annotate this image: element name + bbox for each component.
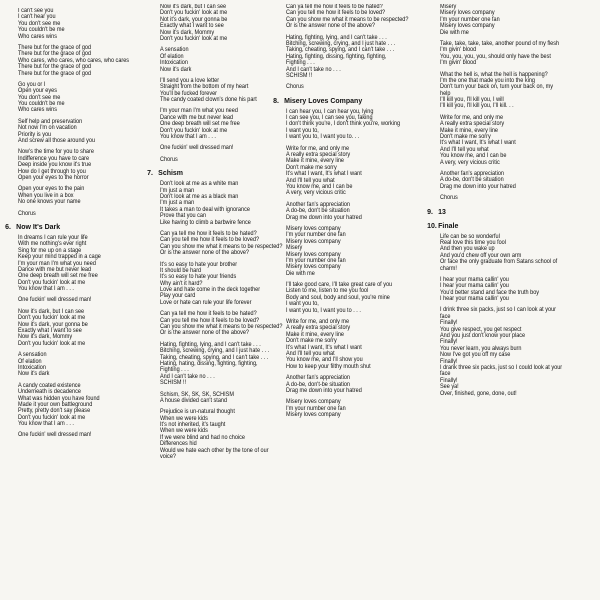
lyric-line: You don't see me bbox=[18, 94, 61, 101]
lyric-line: Don't you fuckin' look at me bbox=[18, 414, 86, 421]
lyric-line: You don't see me bbox=[18, 20, 61, 27]
lyric-line: Chorus bbox=[160, 156, 178, 163]
lyric-line: I hear your mama callin' you bbox=[440, 296, 509, 303]
lyric-line: No one knows your name bbox=[18, 199, 81, 206]
lyric-line: Write for me, and only me bbox=[286, 319, 350, 326]
lyric-line: Who cares wins bbox=[18, 33, 57, 40]
lyric-line: I'm just a man bbox=[160, 200, 195, 207]
lyric-line: Another fan's appreciation bbox=[440, 170, 504, 177]
lyric-line: Of elation bbox=[160, 53, 184, 60]
lyric-line: Real love this time you fool bbox=[440, 239, 506, 246]
song-number: 6. bbox=[5, 221, 11, 231]
lyric-line: Don't turn your back on, turn your back on, my bbox=[440, 84, 554, 91]
lyric-line: There but for the grace of god bbox=[18, 51, 92, 58]
lyric-line: Fighting . . . bbox=[160, 367, 189, 374]
lyric-line: It's so easy to hate your friends bbox=[160, 274, 237, 281]
lyric-line: Would we hate each other by the tone of our bbox=[160, 447, 269, 454]
lyric-line: I'm your man I'm what you need bbox=[160, 108, 238, 115]
lyric-line: Body and soul, body and soul, you're mine bbox=[286, 294, 390, 301]
lyric-line: What the hell is, what the hell is happening? bbox=[440, 71, 548, 78]
lyric-line: Chorus bbox=[440, 195, 458, 202]
lyric-line: One fuckin' well dressed man! bbox=[160, 145, 234, 152]
lyric-line: Misery loves company bbox=[286, 225, 341, 232]
lyric-line: Who cares, who cares, who cares, who cares bbox=[18, 57, 130, 64]
lyric-line: Can you show me what it means to be respected? bbox=[160, 324, 283, 331]
lyric-line: You know that I am . . . bbox=[18, 286, 74, 293]
song-heading bbox=[427, 220, 562, 230]
lyric-line: Intoxication bbox=[160, 60, 188, 67]
lyric-line: Can you show me what it means to be respected? bbox=[286, 16, 409, 23]
lyric-line: Go you or I bbox=[18, 81, 46, 88]
lyric-line: Made it your own battleground bbox=[18, 401, 93, 408]
lyric-line: I want you to, I want you to . . . bbox=[286, 307, 361, 314]
lyric-line: Play your card bbox=[160, 293, 196, 300]
lyric-line: Don't make me sorry bbox=[286, 164, 337, 171]
lyric-line: I'm the one that made you into the king bbox=[440, 77, 535, 84]
lyric-line: You know me, and I'll show you bbox=[286, 357, 363, 364]
lyric-line: I'm just a man bbox=[160, 187, 195, 194]
lyric-line: Finally! bbox=[440, 320, 458, 327]
lyric-line: How do I get through to you bbox=[18, 168, 86, 175]
lyric-line: Now's the time for you to share bbox=[18, 149, 94, 156]
lyric-line: SCHISM !! bbox=[160, 380, 187, 387]
lyric-line: Misery bbox=[440, 4, 457, 10]
lyric-line: help bbox=[440, 90, 451, 97]
lyric-line: Hating, fighting, lying, and I can't take . . . bbox=[286, 34, 387, 41]
lyric-line: And I'll tell you what bbox=[440, 146, 489, 153]
lyric-line: face bbox=[440, 371, 451, 378]
lyric-line: Misery bbox=[286, 245, 303, 252]
lyric-line: Chorus bbox=[18, 210, 36, 217]
lyric-line: voice? bbox=[160, 454, 176, 461]
lyric-line: Make it mine, every line bbox=[440, 127, 498, 134]
lyric-line: Don't make me sorry bbox=[440, 134, 491, 141]
lyric-line: You never learn, you always burn bbox=[440, 345, 522, 352]
lyric-line: And I'll tell you what bbox=[286, 177, 335, 184]
lyric-line: In dreams I can rule your life bbox=[18, 234, 88, 241]
lyric-line: Indifference you have to care bbox=[18, 155, 90, 162]
lyric-line: A really extra special story bbox=[440, 121, 505, 128]
lyric-line: I can't hear you bbox=[18, 14, 56, 21]
lyric-line: Life can be so wonderful bbox=[440, 233, 500, 240]
lyric-line: I want you to, bbox=[286, 301, 319, 308]
lyric-line: Of elation bbox=[18, 358, 42, 365]
lyric-line: Don't you fuckin' look at me bbox=[18, 315, 86, 322]
lyric-line: Self help and preservation bbox=[18, 118, 83, 125]
lyric-line: You, you, you, you, should only have the best bbox=[440, 53, 551, 60]
lyric-line: Another fan's appreciation bbox=[286, 375, 350, 382]
lyric-line: Drag me down into your hatred bbox=[440, 183, 516, 190]
lyric-line: When you live in a box bbox=[18, 192, 74, 199]
lyric-line: I'm your number one fan bbox=[286, 405, 346, 412]
lyric-line: Deep inside you know it's true bbox=[18, 162, 92, 169]
lyric-line: I can see you, I can see you, faking bbox=[286, 115, 373, 122]
lyric-line: When we were kids bbox=[160, 428, 208, 435]
lyric-line: A do-be, don't-be situation bbox=[286, 381, 350, 388]
lyric-line: One deep breath will set me free bbox=[160, 121, 240, 128]
lyric-line: I can hear you, I can hear you, lying bbox=[286, 108, 374, 115]
lyric-line: Or face the only graduate from Satans school of bbox=[440, 259, 558, 266]
lyric-line: A do-be, don't be situation bbox=[286, 208, 350, 215]
lyric-line: And screw all those around you bbox=[18, 138, 96, 145]
lyric-line: You couldn't be me bbox=[18, 101, 65, 108]
lyric-line: Exactly what I want to see bbox=[18, 328, 82, 335]
lyric-line: Hating, fighting, lying, and I can't take . . . bbox=[160, 341, 261, 348]
lyric-line: Schism, SK, SK, SK, SCHISM bbox=[160, 391, 234, 398]
song-number: 8. bbox=[273, 95, 279, 105]
song-heading bbox=[147, 168, 282, 178]
lyric-line: Hating, hating, dissing, fighting, fighting, bbox=[160, 360, 258, 367]
lyric-line: Don't you fuckin' look at me bbox=[18, 279, 86, 286]
lyric-line: You couldn't be me bbox=[18, 27, 65, 34]
lyric-line: Who cares wins bbox=[18, 107, 57, 114]
lyric-line: I'm givin' blood bbox=[440, 47, 477, 54]
lyric-line: A very, very vicious critic bbox=[286, 190, 346, 197]
lyric-line: Differences hid bbox=[160, 441, 197, 448]
song-number: 9. bbox=[427, 206, 433, 216]
lyric-line: Finally! bbox=[440, 377, 458, 384]
lyric-line: Can you tell me how it feels to be loved? bbox=[160, 237, 260, 244]
lyric-line: You know me, and I can be bbox=[440, 153, 507, 160]
lyric-line: I'll kill you, I'll kill you, I'll kill. . . bbox=[440, 103, 514, 110]
lyric-line: You know that I am . . . bbox=[18, 421, 74, 428]
lyric-line: There but for the grace of god bbox=[18, 64, 92, 71]
lyric-line: Fighting . . . bbox=[286, 60, 315, 67]
lyric-line: It's what I want, It's what I want bbox=[286, 171, 362, 178]
lyric-line: I drink three six packs, just so I can look at your bbox=[440, 307, 556, 314]
lyric-line: Finally! bbox=[440, 358, 458, 365]
lyric-line: Keep your mind trapped in a cage bbox=[18, 254, 101, 261]
lyric-line: One fuckin' well dressed man! bbox=[18, 297, 92, 304]
lyric-line: Make it mine, every line bbox=[286, 331, 344, 338]
lyric-line: Exactly what I want to see bbox=[160, 23, 224, 30]
lyric-line: And I can't take no . . . bbox=[286, 66, 341, 73]
lyric-line: Bitching, screwing, crying, and I just hate . . . bbox=[286, 40, 396, 47]
lyric-line: Sing for me up on a stage bbox=[18, 247, 82, 254]
lyric-line: A really extra special story bbox=[286, 152, 351, 159]
lyric-line: Not now I'm on vacation bbox=[18, 125, 77, 132]
lyric-line: Can ya tell me how it feels to be hated? bbox=[160, 230, 257, 237]
lyric-line: Make it mine, every line bbox=[286, 158, 344, 165]
lyric-line: It takes a man to deal with ignorance bbox=[160, 206, 250, 213]
lyric-line: Die with me bbox=[286, 270, 315, 277]
lyric-line: Now it's dark bbox=[160, 66, 192, 73]
lyric-line: Or is the answer none of the above? bbox=[286, 23, 375, 30]
lyrics-column-2 bbox=[147, 4, 283, 461]
lyric-line: I drank three six packs, just so I could look at your bbox=[440, 364, 563, 371]
lyric-line: You'll be fucked forever bbox=[160, 90, 218, 97]
lyric-line: Drag me down into your hatred bbox=[286, 214, 362, 221]
lyric-line: Drag me down into your hatred bbox=[286, 387, 362, 394]
lyric-line: One deep breath will set me free bbox=[18, 273, 98, 280]
lyric-line: Chorus bbox=[286, 84, 304, 91]
song-heading bbox=[273, 95, 408, 105]
lyric-line: It's what I want, It's what I want bbox=[286, 344, 362, 351]
lyric-line: Take, take, take, take, another pound of my flesh bbox=[440, 40, 560, 47]
lyric-line: See ya! bbox=[440, 384, 459, 391]
lyric-line: What was hidden you have found bbox=[18, 395, 100, 402]
lyric-line: Can you tell me how it feels to be loved? bbox=[160, 317, 260, 324]
lyric-line: How to keep your filthy mouth shut bbox=[286, 363, 371, 370]
lyric-line: A sensation bbox=[18, 352, 47, 359]
lyric-line: Taking, cheating, spying, and I can't take . . . bbox=[160, 354, 269, 361]
lyric-line: And you just don't know your place bbox=[440, 333, 526, 340]
lyric-line: I don't think you're, I don't think you're, working bbox=[286, 121, 401, 128]
lyric-line: It's what I want, It's what I want bbox=[440, 140, 516, 147]
lyric-line: And then you wake up bbox=[440, 246, 495, 253]
lyric-line: I want you to, bbox=[286, 127, 319, 134]
lyric-line: Now it's dark, your gonna be bbox=[18, 321, 88, 328]
lyric-line: A very, very vicious critic bbox=[440, 159, 500, 166]
lyric-line: Don't you fuckin' look at me bbox=[18, 340, 86, 347]
lyric-line: Misery loves company bbox=[286, 251, 341, 258]
song-title: 13 bbox=[438, 206, 446, 216]
lyric-line: Bitching, screwing, crying, and I just hate . . . bbox=[160, 348, 270, 355]
lyric-line: Write for me, and only me bbox=[440, 114, 504, 121]
lyric-line: A sensation bbox=[160, 47, 189, 54]
lyric-line: Why ain't it hard? bbox=[160, 280, 203, 287]
lyric-line: Like having to climb a barbwire fence bbox=[160, 219, 251, 226]
lyrics-column-1 bbox=[5, 8, 130, 439]
lyric-line: I can't see you bbox=[18, 8, 54, 14]
lyric-line: Open your eyes to the pain bbox=[18, 186, 85, 193]
lyric-line: SCHISM !! bbox=[286, 72, 313, 79]
lyric-line: And I'll tell you what bbox=[286, 350, 335, 357]
lyric-line: Now I've got you off my case bbox=[440, 352, 511, 359]
lyric-line: Don't make me sorry bbox=[286, 338, 337, 345]
lyric-line: Over, finished, gone, done, out! bbox=[440, 390, 517, 397]
lyric-line: I'm your man I'm what you need bbox=[18, 260, 96, 267]
lyric-line: Or is the answer none of the above? bbox=[160, 250, 249, 257]
lyric-line: There but for the grace of god bbox=[18, 70, 92, 77]
song-heading bbox=[5, 221, 129, 231]
lyric-line: Hating, fighting, dissing, fighting, fighting, bbox=[286, 53, 387, 60]
lyric-line: I'm your number one fan bbox=[440, 16, 500, 23]
lyric-line: Now it's dark bbox=[18, 371, 50, 378]
lyric-line: Another fan's appreciation bbox=[286, 201, 350, 208]
lyric-line: Straight from the bottom of my heart bbox=[160, 84, 249, 91]
lyric-line: One fuckin' well dressed man! bbox=[18, 432, 92, 439]
lyric-line: You'd better stand and face the truth boy bbox=[440, 289, 540, 296]
lyric-line: It should be hard bbox=[160, 267, 202, 274]
lyric-line: Don't look at me as a white man bbox=[160, 181, 239, 188]
lyric-line: You know me, and I can be bbox=[286, 183, 353, 190]
lyric-line: Don't you fuckin' look at me bbox=[160, 127, 228, 134]
lyric-line: Prejudice is un-natural thought bbox=[160, 409, 235, 416]
lyric-line: Don't look at me as a black man bbox=[160, 193, 239, 200]
lyric-line: It's so easy to hate your brother bbox=[160, 261, 238, 268]
lyric-line: Priority is you bbox=[18, 131, 52, 138]
lyric-line: Now it's dark, Mommy bbox=[160, 29, 215, 36]
song-title: Now It's Dark bbox=[16, 221, 61, 231]
lyric-line: Love or hate can rule your life forever bbox=[160, 299, 252, 306]
lyric-line: I'm givin' blood bbox=[440, 60, 477, 67]
lyric-line: Don't you fuckin' look at me bbox=[160, 35, 228, 42]
lyric-line: Taking, cheating, spying, and I can't take . . . bbox=[286, 47, 395, 54]
lyric-line: I'll send you a love letter bbox=[160, 77, 220, 84]
song-title: Finale bbox=[438, 220, 459, 230]
lyrics-column-4 bbox=[427, 4, 563, 397]
lyric-line: face bbox=[440, 313, 451, 320]
lyric-line: Misery loves company bbox=[286, 399, 341, 406]
lyric-line: Intoxication bbox=[18, 364, 46, 371]
lyric-line: Now it's dark, Mommy bbox=[18, 334, 73, 341]
song-number: 7. bbox=[147, 168, 153, 178]
lyric-line: And I can't take no . . . bbox=[160, 373, 215, 380]
lyric-line: Die with me bbox=[440, 29, 469, 36]
lyric-line: There but for the grace of god bbox=[18, 44, 92, 51]
lyric-line: Write for me, and only me bbox=[286, 145, 350, 152]
lyric-line: Can you tell me how it feels to be loved? bbox=[286, 10, 386, 17]
lyric-line: I'm your number one fan bbox=[286, 257, 346, 264]
song-title: Schism bbox=[158, 168, 184, 178]
lyric-line: Listen to me, listen to me you fool bbox=[286, 288, 369, 295]
lyric-line: I hear your mama callin' you bbox=[440, 276, 509, 283]
lyric-line: I'll take good care, I'll take great care of you bbox=[286, 282, 393, 289]
lyric-line: Not it's dark, your gonna be bbox=[160, 16, 228, 23]
lyric-line: Now it's dark, but I can see bbox=[160, 4, 227, 10]
lyric-line: Underneath is decadence bbox=[18, 389, 81, 396]
lyric-line: Misery loves company bbox=[286, 412, 341, 419]
lyric-line: You know that I am . . . bbox=[160, 134, 216, 141]
lyric-line: Misery loves company bbox=[440, 23, 495, 30]
lyric-line: Misery loves company bbox=[286, 238, 341, 245]
song-number: 10. bbox=[427, 220, 437, 230]
lyric-line: A do-be, don't be situation bbox=[440, 177, 504, 184]
lyric-line: A house divided can't stand bbox=[160, 397, 228, 404]
lyric-line: charm! bbox=[440, 265, 457, 272]
lyric-line: Or is the answer none of the above? bbox=[160, 330, 249, 337]
lyric-line: Dance with me but never lead bbox=[160, 114, 234, 121]
song-title: Misery Loves Company bbox=[284, 95, 363, 105]
lyric-line: Dance with me but never lead bbox=[18, 266, 92, 273]
lyric-line: Can ya tell me how it feels to be hated? bbox=[286, 4, 383, 10]
lyric-line: Now it's dark, but I can see bbox=[18, 308, 85, 315]
lyric-line: If we were blind and had no choice bbox=[160, 434, 246, 441]
lyric-line: Finally! bbox=[440, 339, 458, 346]
lyric-line: I hear your mama callin' you bbox=[440, 283, 509, 290]
lyric-line: I'll kill you, I'll kill you, I will bbox=[440, 97, 504, 104]
lyric-line: I'm your number one fan bbox=[286, 232, 346, 239]
lyric-line: You give respect, you get respect bbox=[440, 326, 522, 333]
lyric-line: When we were kids bbox=[160, 415, 208, 422]
lyric-line: Can you show me what it means to be respected? bbox=[160, 243, 283, 250]
lyrics-column-3 bbox=[273, 4, 409, 419]
lyric-line: And you'd chew off your own arm bbox=[440, 252, 522, 259]
lyric-line: A candy coated existence bbox=[18, 382, 81, 389]
lyric-line: It's not inherited, it's taught bbox=[160, 422, 226, 429]
lyric-line: With me nothing's ever right bbox=[18, 241, 87, 248]
lyric-line: A really extra special story bbox=[286, 325, 351, 332]
lyric-line: Love and hate come in the deck together bbox=[160, 287, 261, 294]
lyric-line: Can ya tell me how it feels to be hated? bbox=[160, 311, 257, 318]
song-heading bbox=[427, 206, 562, 216]
lyric-line: Misery loves company bbox=[440, 10, 495, 17]
lyric-line: Pretty, pretty don't say please bbox=[18, 408, 91, 415]
lyric-line: The candy coated clown's done his part bbox=[160, 97, 257, 104]
lyric-line: Don't you fuckin' look at me bbox=[160, 10, 228, 17]
lyric-line: Open your eyes bbox=[18, 88, 57, 95]
lyric-line: Misery loves company bbox=[286, 264, 341, 271]
lyric-line: Prove that you can bbox=[160, 213, 207, 220]
lyric-line: Open your eyes to the horror bbox=[18, 174, 89, 181]
lyric-line: I want you to, I want you to. . . bbox=[286, 134, 360, 141]
